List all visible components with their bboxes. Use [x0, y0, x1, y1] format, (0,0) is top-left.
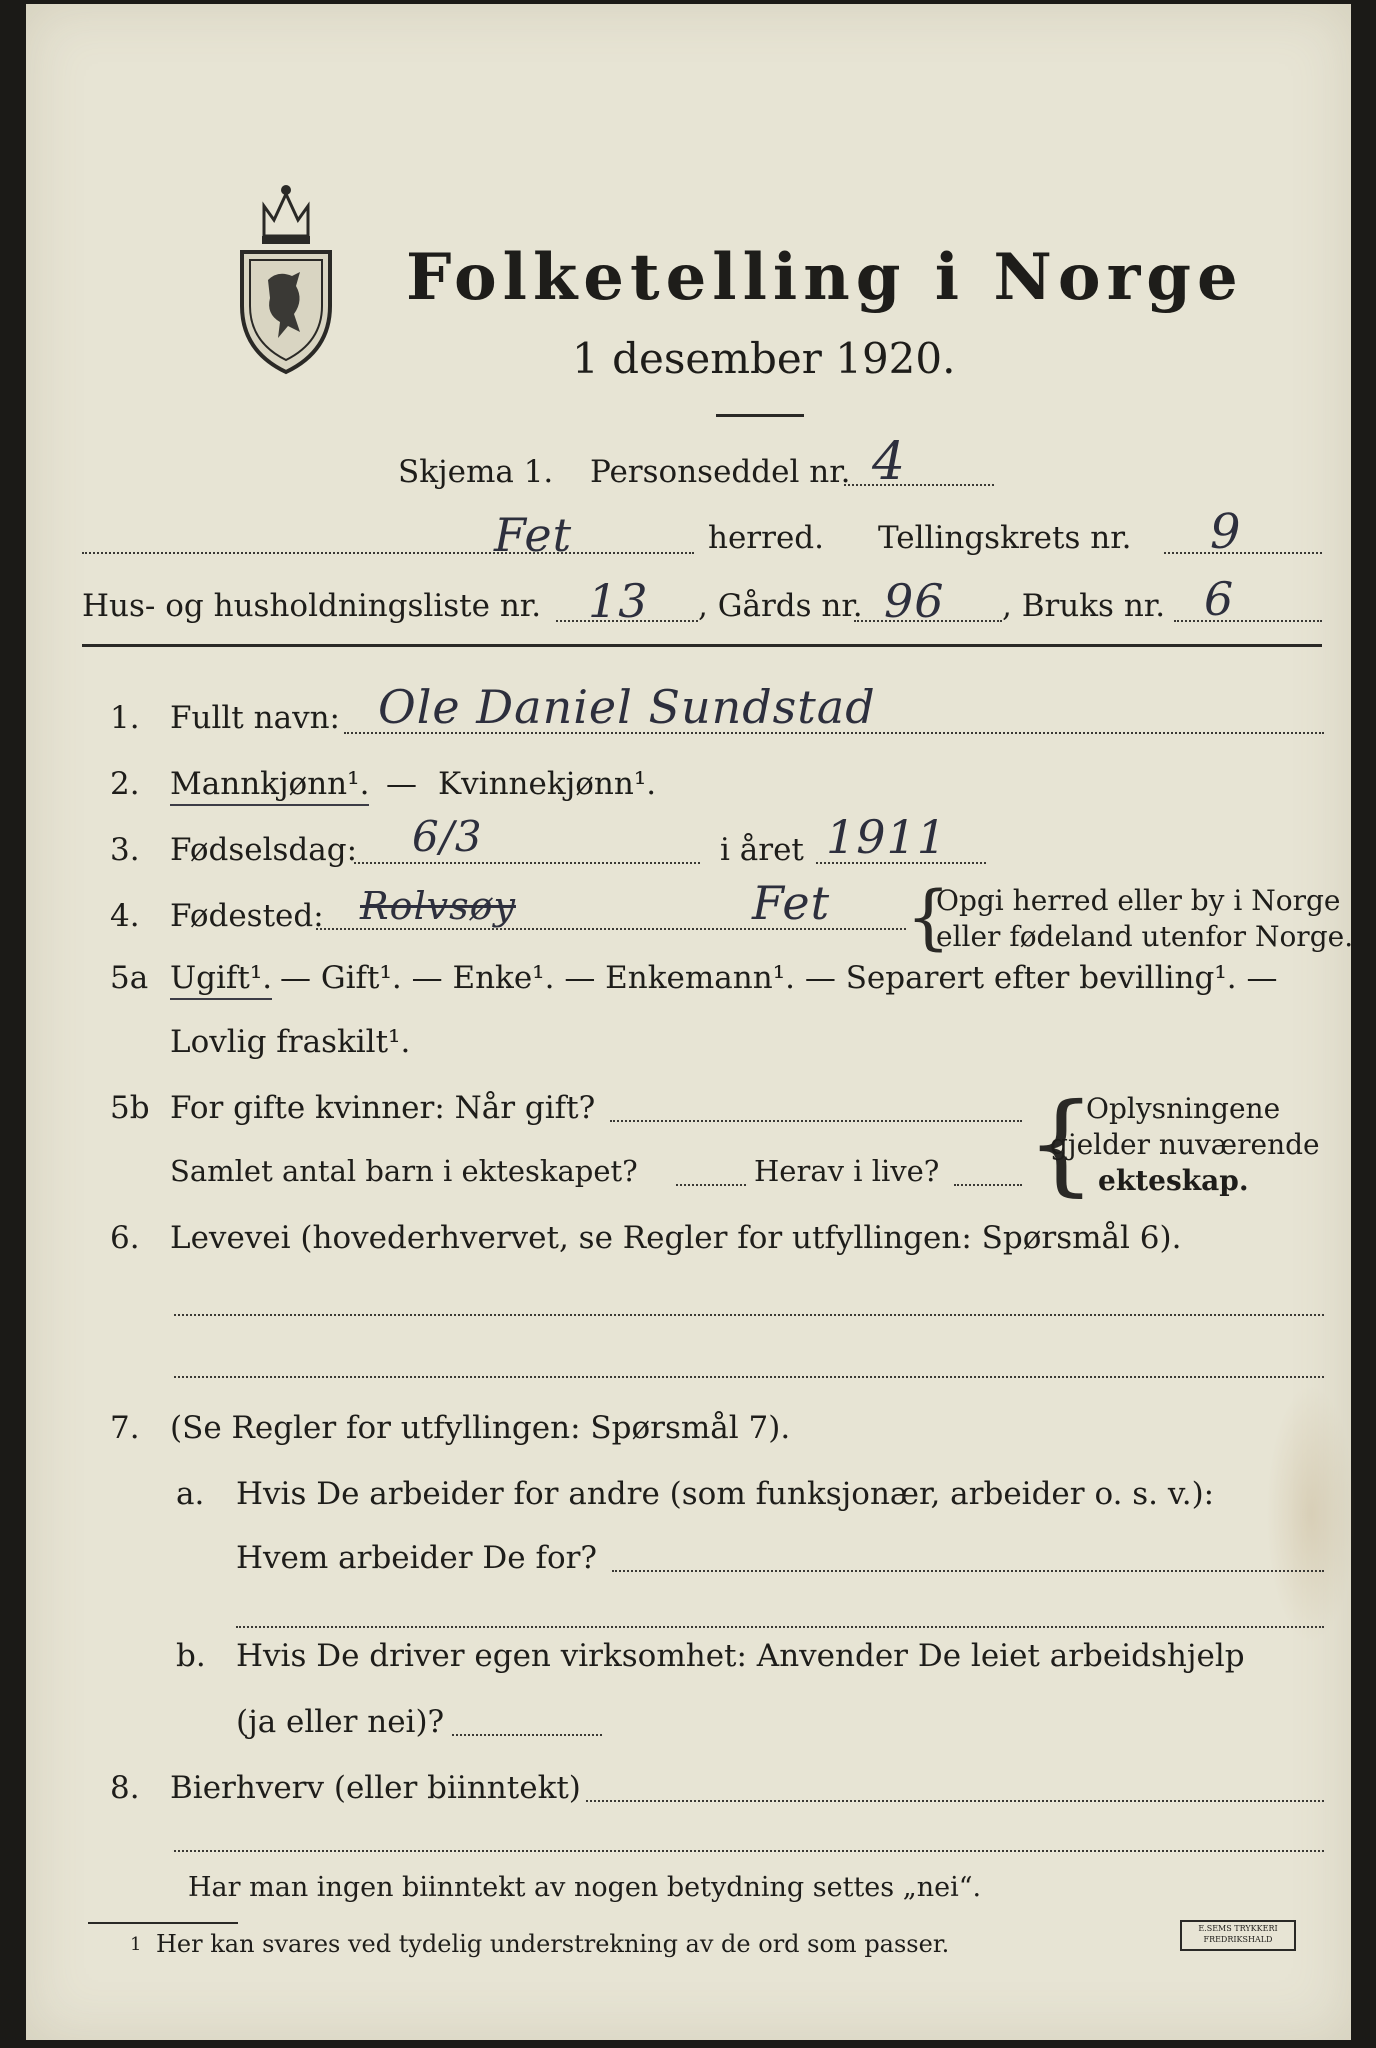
q3-number: 3.	[110, 832, 140, 868]
q8-label: Bierhverv (eller biinntekt)	[170, 1770, 581, 1806]
q5a-ugift-option[interactable]: Ugift¹.	[170, 960, 272, 1000]
form-title: Folketelling i Norge	[406, 240, 1244, 315]
footnote-rule	[88, 1922, 238, 1924]
q7-label: (Se Regler for utfyllingen: Spørsmål 7).	[170, 1410, 791, 1446]
q7b-answer-line	[452, 1734, 602, 1736]
footnote-marker: 1	[130, 1934, 142, 1955]
q7a-answer-line2	[236, 1626, 1324, 1628]
q2-number: 2.	[110, 766, 140, 802]
q2-dash: —	[386, 766, 417, 802]
herred-value[interactable]: Fet	[494, 508, 573, 562]
q4-note-brace: {	[906, 876, 951, 958]
q8-number: 8.	[110, 1770, 140, 1806]
q5b-note1: Oplysningene	[1086, 1092, 1281, 1125]
q4-birthplace[interactable]: Fet	[752, 876, 831, 930]
q6-number: 6.	[110, 1220, 140, 1256]
q7-number: 7.	[110, 1410, 140, 1446]
q5a-other-options[interactable]: — Gift¹. — Enke¹. — Enkemann¹. — Separert efter bevilling¹. —	[280, 960, 1278, 996]
q5b-note-brace: {	[1026, 1079, 1096, 1207]
bruks-value[interactable]: 6	[1204, 572, 1235, 626]
q5b-note2: gjelder nuværende	[1050, 1128, 1320, 1161]
herred-line	[82, 552, 694, 554]
q7a-line2: Hvem arbeider De for?	[236, 1540, 598, 1576]
footnote-text: Her kan svares ved tydelig understrekning av de ord som passer.	[156, 1930, 950, 1958]
q6-line1	[174, 1314, 1324, 1316]
q2-male-option[interactable]: Mannkjønn¹.	[170, 766, 369, 806]
q5a-line2[interactable]: Lovlig fraskilt¹.	[170, 1024, 411, 1060]
tellingskrets-label: Tellingskrets nr.	[878, 520, 1132, 556]
q5b-alive-line	[954, 1184, 1022, 1186]
q5b-note3: ekteskap.	[1098, 1164, 1249, 1197]
printer-stamp-line2: FREDRIKSHALD	[1203, 1935, 1273, 1944]
q2-female-option[interactable]: Kvinnekjønn¹.	[438, 766, 657, 802]
q4-label: Fødested:	[170, 898, 324, 934]
q5b-line2a: Samlet antal barn i ekteskapet?	[170, 1154, 638, 1188]
tellingskrets-line	[1164, 552, 1322, 554]
q3-year-label: i året	[720, 832, 804, 868]
printer-stamp	[1180, 1920, 1296, 1951]
q8-answer-line	[586, 1800, 1324, 1802]
q5b-line1: For gifte kvinner: Når gift?	[170, 1090, 596, 1126]
gards-value[interactable]: 96	[884, 574, 945, 628]
q1-label: Fullt navn:	[170, 700, 340, 736]
q4-struck-value: Rolvsøy	[360, 884, 516, 928]
q7b-line2: (ja eller nei)?	[236, 1704, 445, 1740]
paper-stain	[1266, 1384, 1356, 1644]
census-form-sheet	[26, 4, 1354, 2040]
personseddel-label: Personseddel nr.	[590, 454, 851, 490]
q7a-line1: Hvis De arbeider for andre (som funksjonær, arbeider o. s. v.):	[236, 1476, 1215, 1512]
gards-label: , Gårds nr.	[698, 588, 863, 624]
q7b-letter: b.	[176, 1638, 206, 1674]
q1-number: 1.	[110, 700, 140, 736]
tellingskrets-value[interactable]: 9	[1210, 504, 1242, 560]
printer-stamp-line1: E.SEMS TRYKKERI	[1198, 1924, 1278, 1933]
skjema-label: Skjema 1.	[398, 454, 554, 490]
personseddel-line	[844, 484, 994, 486]
q3-label: Fødselsdag:	[170, 832, 358, 868]
q3-birth-year[interactable]: 1911	[826, 810, 948, 864]
bruks-label: , Bruks nr.	[1002, 588, 1166, 624]
q7a-answer-line	[612, 1570, 1324, 1572]
q5a-number: 5a	[110, 960, 149, 996]
q5b-married-line	[610, 1120, 1022, 1122]
q5b-line2b: Herav i live?	[754, 1154, 940, 1188]
q1-full-name[interactable]: Ole Daniel Sundstad	[378, 680, 876, 734]
q4-note-line2: eller fødeland utenfor Norge.	[936, 920, 1354, 953]
q4-number: 4.	[110, 898, 140, 934]
q8-note: Har man ingen biinntekt av nogen betydning settes „nei“.	[188, 1872, 982, 1903]
q4-note-line1: Opgi herred eller by i Norge	[936, 884, 1341, 917]
q8-answer-line2	[174, 1850, 1324, 1852]
q3-birth-date[interactable]: 6/3	[412, 812, 483, 861]
header-rule	[82, 644, 1322, 647]
q5b-children-line	[676, 1184, 746, 1186]
q6-line2	[174, 1376, 1324, 1378]
census-date: 1 desember 1920.	[572, 334, 956, 383]
husholdning-value[interactable]: 13	[588, 574, 649, 628]
personseddel-value[interactable]: 4	[872, 432, 907, 492]
q7a-letter: a.	[176, 1476, 205, 1512]
q7b-line1: Hvis De driver egen virksomhet: Anvender De leiet arbeidshjelp	[236, 1638, 1245, 1674]
bruks-line	[1174, 620, 1322, 622]
q5b-number: 5b	[110, 1090, 150, 1126]
herred-label: herred.	[708, 520, 824, 556]
q6-label: Levevei (hovederhvervet, se Regler for utfyllingen: Spørsmål 6).	[170, 1220, 1182, 1256]
norway-coat-of-arms-icon	[234, 176, 338, 376]
title-divider	[716, 414, 804, 417]
q3-date-line	[354, 862, 700, 864]
husholdning-label: Hus- og husholdningsliste nr.	[82, 588, 542, 624]
